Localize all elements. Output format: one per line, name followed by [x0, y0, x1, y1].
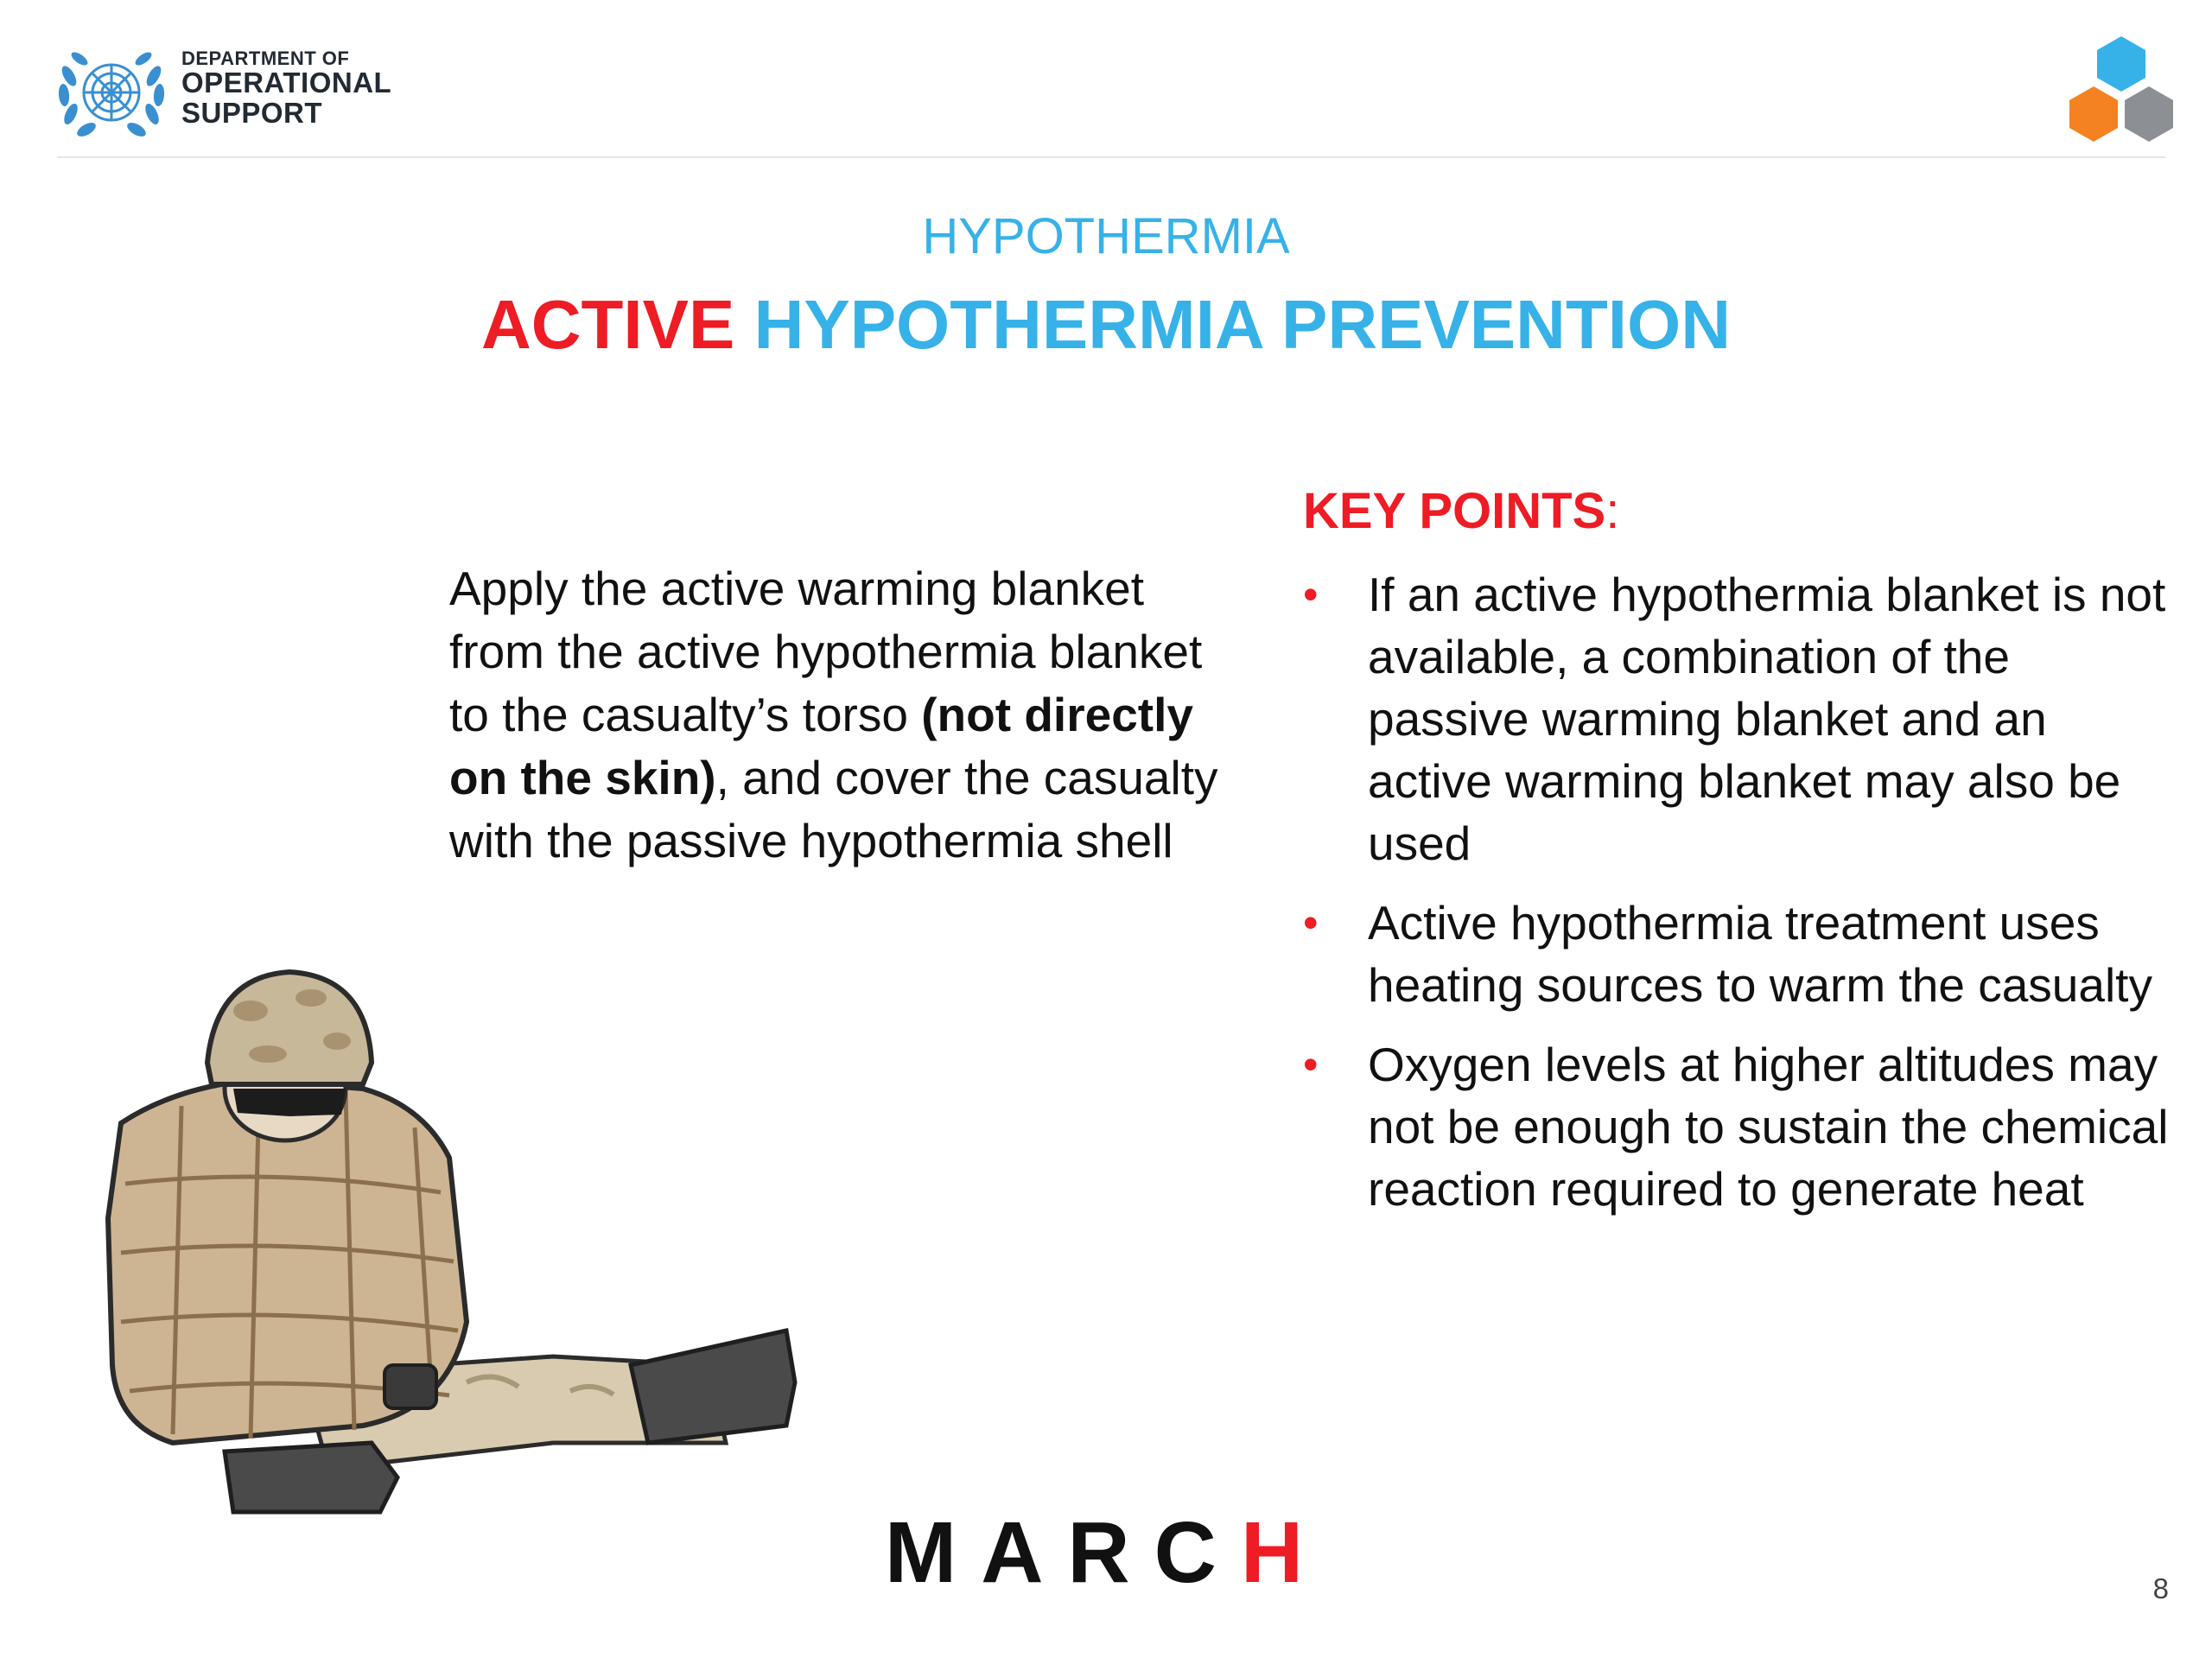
slide-header	[0, 0, 2212, 160]
march-black-letters: MARC	[884, 1504, 1241, 1601]
department-line-1: DEPARTMENT OF	[181, 48, 350, 69]
un-emblem-icon	[54, 41, 169, 143]
department-line-3: SUPPORT	[181, 96, 323, 129]
bullet-icon: •	[1303, 570, 1319, 619]
key-points-heading	[1303, 482, 1619, 540]
key-points-colon: :	[1605, 483, 1620, 539]
instruction-part-2: , and cover the casualty with the passive hypothermia shell	[449, 751, 1218, 867]
key-points-list	[1303, 563, 2176, 1237]
key-points-label: KEY POINTS	[1303, 483, 1606, 539]
hexagon-cluster-icon	[2061, 33, 2182, 145]
key-point-text: Oxygen levels at higher altitudes may not be enough to sustain the chemical reaction required to generate heat	[1368, 1038, 2169, 1216]
page-number: 8	[2152, 1572, 2169, 1604]
key-point-text: If an active hypothermia blanket is not available, a combination of the passive warming blanket and an active warming blanket may also be used	[1368, 568, 2166, 870]
instruction-part-1: Apply the active warming blanket from the active hypothermia blanket to the casualty’s torso	[449, 562, 1203, 741]
march-acronym	[0, 1503, 2212, 1603]
instruction-bold: (not directly on the skin)	[449, 688, 1193, 804]
list-item	[1303, 1033, 2176, 1220]
instruction-text	[449, 557, 1244, 873]
title-blue-part: HYPOTHERMIA PREVENTION	[753, 286, 1732, 363]
department-name	[181, 48, 391, 128]
bullet-icon: •	[1303, 899, 1319, 947]
bullet-icon: •	[1303, 1040, 1319, 1089]
slide-title	[0, 285, 2212, 365]
list-item	[1303, 892, 2176, 1016]
march-highlight-letter: H	[1240, 1504, 1328, 1601]
seated-soldier-in-blanket-illustration	[104, 959, 830, 1521]
title-red-part: ACTIVE	[480, 286, 735, 363]
list-item	[1303, 563, 2176, 874]
department-line-2: OPERATIONAL	[181, 67, 392, 99]
key-point-text: Active hypothermia treatment uses heating sources to warm the casualty	[1368, 896, 2152, 1012]
header-divider	[57, 156, 2165, 158]
section-eyebrow: HYPOTHERMIA	[922, 208, 1290, 264]
